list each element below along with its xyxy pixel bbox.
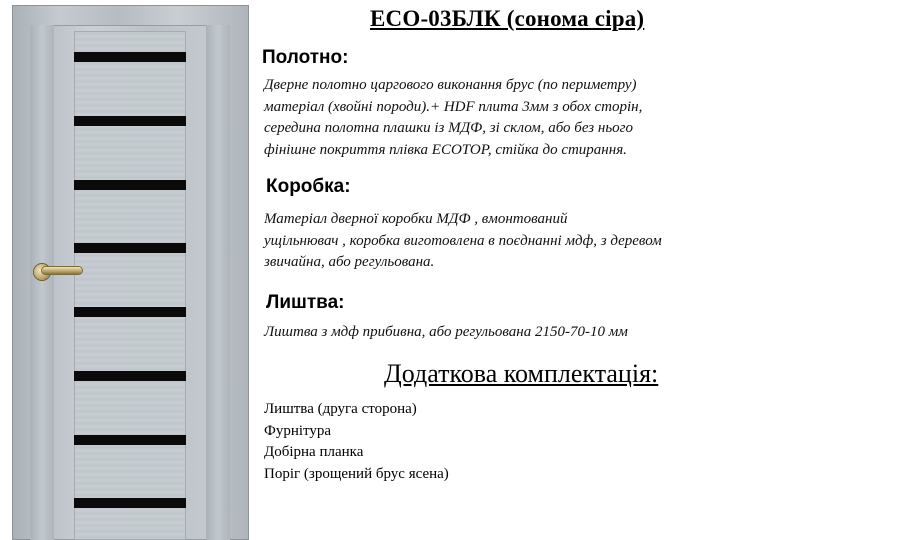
section-heading-trim: Лиштва:: [266, 292, 345, 313]
glass-strip: [74, 498, 186, 508]
list-item: Фурнітура: [264, 422, 332, 439]
list-item: Лиштва (друга сторона): [264, 401, 417, 417]
section-heading-frame: Коробка:: [266, 176, 351, 197]
text-line: Матеріал дверної коробки МДФ , вмонтований: [264, 211, 568, 227]
glass-strip: [74, 116, 186, 126]
door-handle-icon: [42, 267, 82, 274]
glass-strip: [74, 180, 186, 190]
door-right-stile: [206, 25, 230, 540]
glass-strip: [74, 307, 186, 317]
text-line: Дверне полотно царгового виконання брус (по периметру): [264, 77, 637, 93]
door-center-panel: [74, 31, 186, 540]
door-left-stile: [30, 25, 54, 540]
text-line: середина полотна плашки із МДФ, зі склом, або без нього: [264, 120, 634, 136]
glass-strip: [74, 52, 186, 62]
glass-strip: [74, 435, 186, 445]
section-text-leaf: [264, 75, 642, 161]
list-item: Поріг (зрощений брус ясена): [264, 465, 449, 482]
section-text-frame: [264, 209, 662, 274]
text-line: Лиштва з мдф прибивна, або регульована 2150-70-10 мм: [264, 324, 628, 340]
text-line: ущільнювач , коробка виготовлена в поєднанні мдф, з деревом: [264, 232, 662, 249]
section-heading-leaf: Полотно:: [262, 47, 349, 68]
extras-title: Додаткова комплектація:: [384, 359, 659, 388]
door-leaf: [30, 25, 230, 540]
page-title: ECO-03БЛК (сонома сіра): [370, 6, 645, 31]
section-text-trim: [264, 322, 628, 344]
text-line: фінішне покриття плівка ECOTOP, стійка до стирання.: [264, 141, 627, 158]
text-line: матеріал (хвойні породи).+ HDF плита 3мм з обох сторін,: [264, 98, 643, 115]
text-line: звичайна, або регульована.: [264, 254, 435, 270]
list-item: Добірна планка: [264, 444, 364, 460]
glass-strip: [74, 371, 186, 381]
extras-list: [264, 399, 449, 485]
glass-strip: [74, 243, 186, 253]
door-image: [12, 5, 249, 540]
